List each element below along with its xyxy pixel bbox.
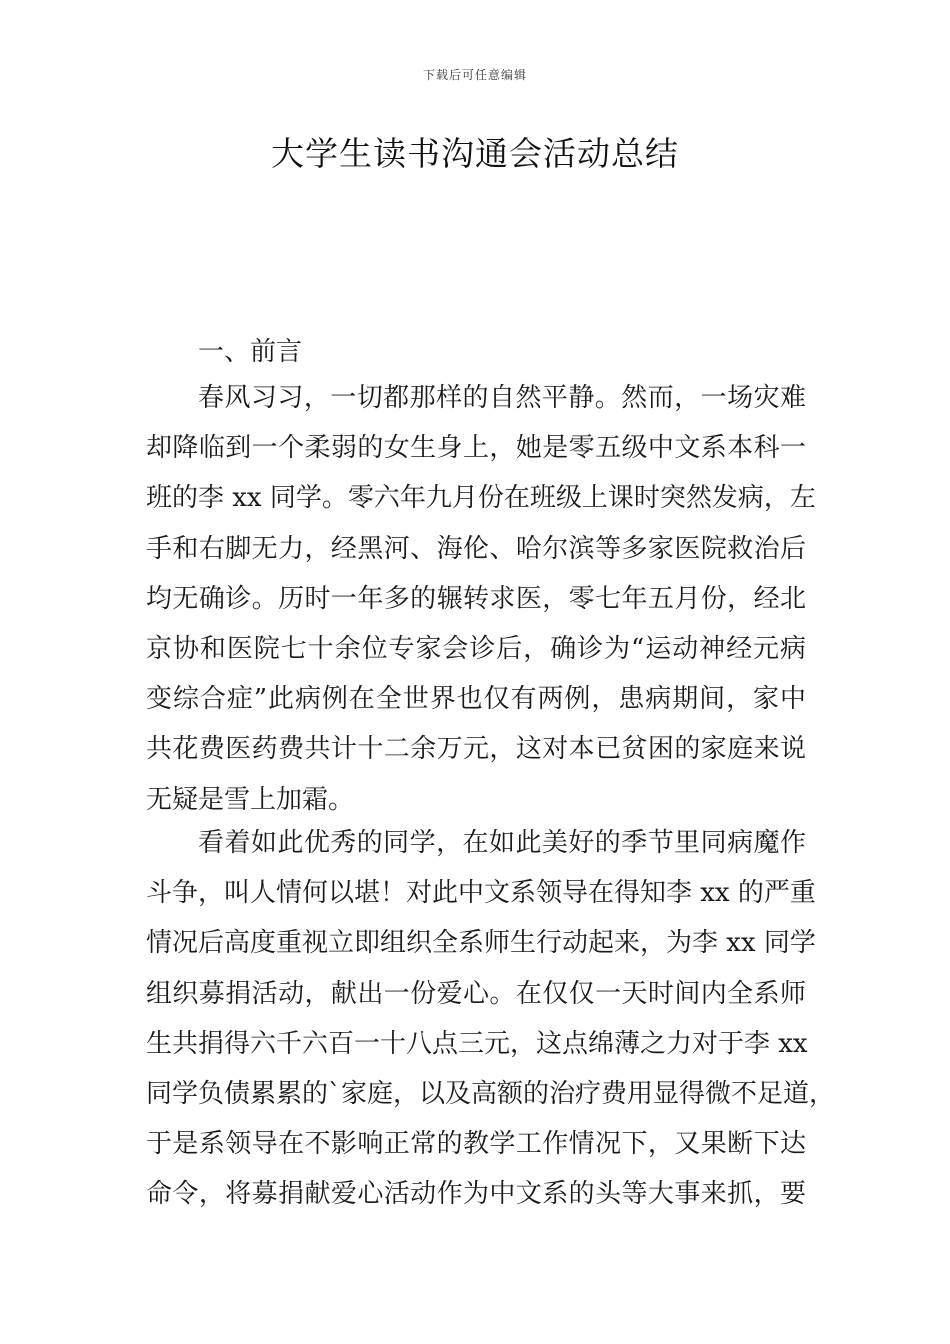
paragraph-line: 春风习习，一切都那样的自然平静。然而，一场灾难 bbox=[198, 383, 806, 413]
header-note: 下载后可任意编辑 bbox=[422, 68, 527, 82]
paragraph-line: 于是系领导在不影响正常的教学工作情况下，又果断下达 bbox=[146, 1129, 806, 1160]
paragraph-line: 组织募捐活动，献出一份爱心。在仅仅一天时间内全系师 bbox=[146, 978, 806, 1009]
paragraph-line: 京协和医院七十余位专家会诊后，确诊为“运动神经元病 bbox=[146, 633, 806, 664]
paragraph-1 bbox=[146, 373, 816, 825]
paragraph-line: 命令，将募捐献爱心活动作为中文系的头等大事来抓，要 bbox=[146, 1179, 806, 1210]
paragraph-2 bbox=[146, 818, 836, 1220]
paragraph-line: 生共捐得六千六百一十八点三元，这点绵薄之力对于李 xx bbox=[146, 1028, 808, 1059]
paragraph-line: 看着如此优秀的同学，在如此美好的季节里同病魔作 bbox=[198, 828, 806, 858]
document-title: 大学生读书沟通会活动总结 bbox=[271, 134, 679, 173]
paragraph-line: 却降临到一个柔弱的女生身上，她是零五级中文系本科一 bbox=[146, 433, 806, 464]
paragraph-line: 均无确诊。历时一年多的辗转求医，零七年五月份，经北 bbox=[146, 583, 806, 614]
paragraph-line: 手和右脚无力，经黑河、海伦、哈尔滨等多家医院救治后 bbox=[146, 533, 806, 564]
paragraph-line: 班的李 xx 同学。零六年九月份在班级上课时突然发病，左 bbox=[146, 483, 816, 514]
paragraph-line: 同学负债累累的`家庭，以及高额的治疗费用显得微不足道， bbox=[146, 1078, 836, 1109]
paragraph-line: 斗争，叫人情何以堪！对此中文系领导在得知李 xx 的严重 bbox=[146, 878, 816, 909]
paragraph-line: 情况后高度重视立即组织全系师生行动起来，为李 xx 同学 bbox=[146, 928, 816, 959]
paragraph-line: 变综合症”此病例在全世界也仅有两例，患病期间，家中 bbox=[146, 684, 806, 715]
paragraph-line: 共花费医药费共计十二余万元，这对本已贫困的家庭来说 bbox=[146, 734, 806, 765]
paragraph-line: 无疑是雪上加霜。 bbox=[146, 784, 355, 815]
section-heading: 一、前言 bbox=[198, 337, 303, 367]
